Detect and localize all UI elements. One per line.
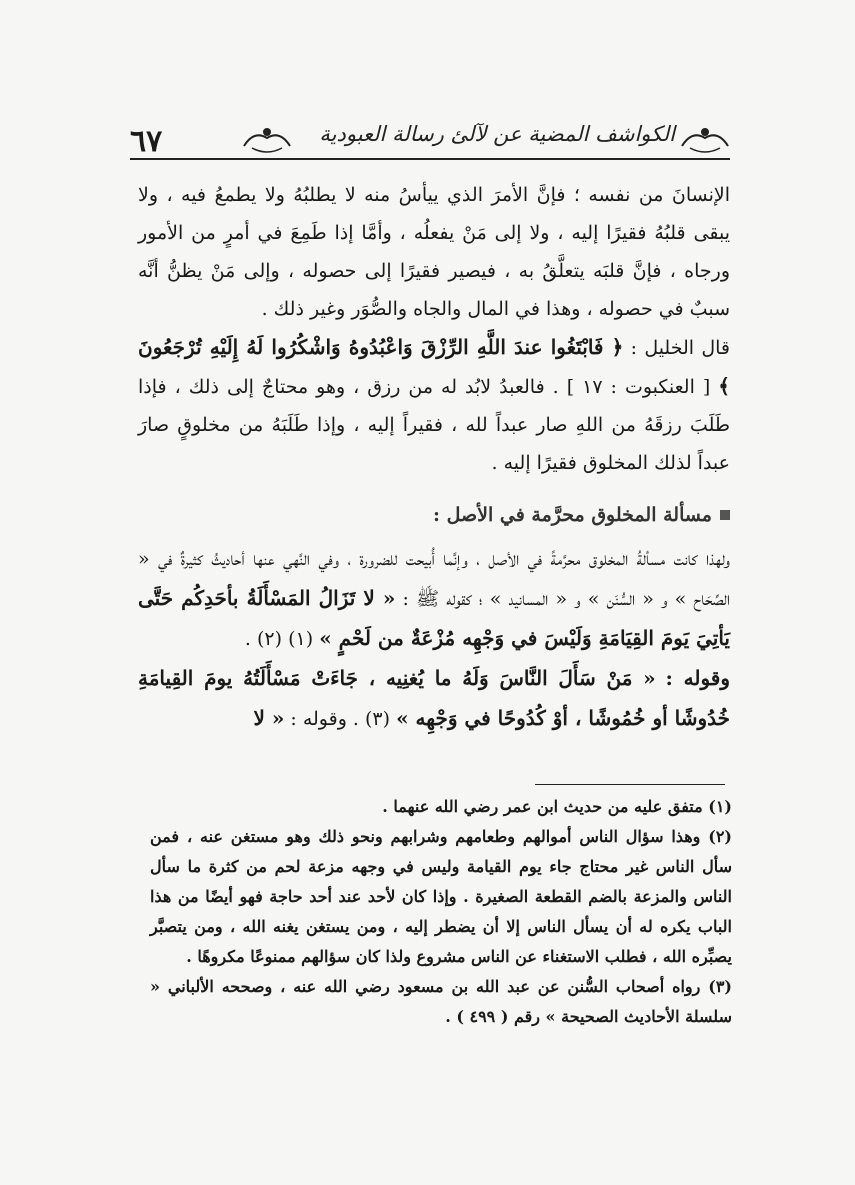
footnote-2: (٢) وهذا سؤال الناس أموالهم وطعامهم وشرابهم ونحو ذلك وهو مستغن عنه ، فمن سأل الناس غير محتاج جاء يوم القيامة وليس في وجهه مزعة لحم من كثرة ما سأل الناس والمزعة بالضم القطعة الصغيرة . وإذا كان لأحد عند أحد حاجة فهو أيضًا من هذا الباب يكره له أن يسأل الناس إلا أن يضطر إليه ، ومن يستغن يغنه الله ، ومن يتصبَّر يصبِّره الله ، فطلب الاستغناء عن الناس مشروع ولذا كان سؤالهم ممنوعًا مكروهًا . bbox=[150, 827, 732, 966]
square-bullet-icon bbox=[720, 510, 730, 520]
footnotes bbox=[150, 792, 732, 1032]
paragraph-3 bbox=[138, 540, 730, 659]
footnote-1: (١) متفق عليه من حديث ابن عمر رضي الله عنهما . bbox=[382, 797, 732, 816]
header-rule bbox=[130, 158, 730, 160]
hadith-1: « لا تَزَالُ المَسْأَلَةُ بأحَدِكُم حَتَّى يَأتِيَ يَومَ القِيَامَةِ وَلَيْسَ في وَجْهِه مُزْعَةٌ من لَحْمٍ » bbox=[138, 586, 730, 650]
paragraph-2-intro: قال الخليل : bbox=[630, 337, 730, 359]
footnote-refs-2: (٣) . وقوله : bbox=[290, 708, 391, 730]
paragraph-3-text: ولهذا كانت مسألةُ المخلوق محرَّمةً في الأصل ، وإنَّما أُبيحت للضرورة ، وفي النَّهي عنها أحاديثُ كثيرةٌ في « الصِّحَاح » و « السُّنَن » و « المسانيد » ؛ كقوله ﷺ : bbox=[138, 548, 730, 610]
paragraph-4 bbox=[138, 659, 730, 739]
paragraph-4-intro: وقوله : bbox=[665, 666, 731, 690]
paragraph-2-rest: [ العنكبوت : ١٧ ] . فالعبدُ لابُد له من رزق ، وهو محتاجٌ إلى ذلك ، فإذا طَلَبَ رزقَهُ من اللهِ صار عبداً لله ، فقيراً إليه ، وإذا طَلَبَهُ من مخلوقٍ صارَ عبداً لذلك المخلوق فقيرًا إليه . bbox=[138, 376, 730, 474]
ornament-icon bbox=[242, 120, 292, 156]
hadith-2: « مَنْ سَأَلَ النَّاسَ وَلَهُ ما يُغنِيه ، جَاءَتْ مَسْأَلَتُهُ يومَ القِيامَةِ خُدُوشًا أو خُمُوشًا ، أوْ كُدُوحًا في وَجْهِه » bbox=[138, 666, 730, 730]
paragraph-2 bbox=[138, 328, 730, 482]
paragraph-1: الإنسانَ من نفسه ؛ فإنَّ الأمرَ الذي ييأسُ منه لا يطلبُهُ ولا يطمعُ فيه ، ولا يبقى قلبُهُ فقيرًا إليه ، ولا إلى مَنْ يفعلُه ، وأمَّا إذا طَمِعَ في أمرٍ من الأمور ورجاه ، فإنَّ قلبَه يتعلَّقُ به ، فيصير فقيرًا إلى حصوله ، وإلى مَنْ يظنُّ أنَّه سببٌ في حصوله ، وهذا في المال والجاه والصُّوَر وغير ذلك . bbox=[138, 184, 730, 320]
footnote-3: (٣) رواه أصحاب السُّنن عن عبد الله بن مسعود رضي الله عنه ، وصححه الألباني « سلسلة الأحاديث الصحيحة » رقم ( ٤٩٩ ) . bbox=[150, 977, 732, 1026]
section-heading bbox=[360, 498, 730, 532]
body-text-top bbox=[138, 176, 730, 482]
page-number: ٦٧ bbox=[130, 124, 163, 159]
body-text-bottom bbox=[138, 540, 730, 739]
ornament-icon bbox=[680, 120, 730, 156]
footnote-refs-1: (١) (٢) . bbox=[244, 628, 314, 650]
footnote-rule bbox=[535, 784, 725, 785]
section-heading-text: مسألة المخلوق محرَّمة في الأصل : bbox=[433, 504, 712, 526]
hadith-3-start: « لا bbox=[253, 706, 285, 730]
running-title: الكواشف المضية عن لآلئ رسالة العبودية bbox=[319, 122, 675, 146]
quran-quote: ﴿ فَابْتَغُوا عندَ اللَّهِ الرِّزْقَ وَاعْبُدُوهُ وَاشْكُرُوا لَهُ إِلَيْهِ تُرْجَعُونَ ﴾ bbox=[138, 335, 730, 398]
